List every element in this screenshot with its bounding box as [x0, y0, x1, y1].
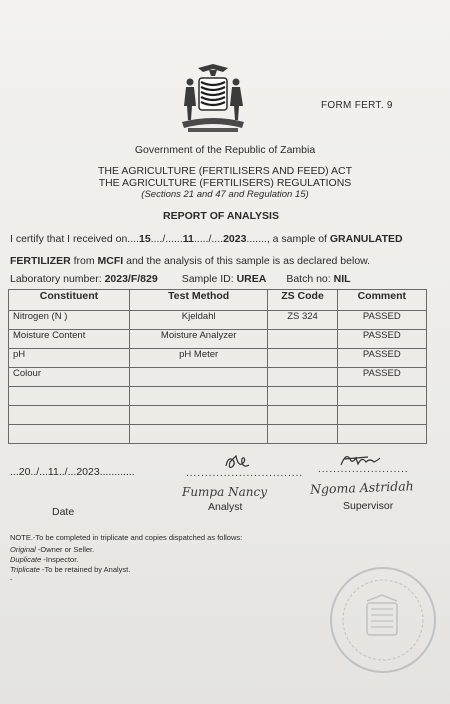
constituent-cell	[9, 406, 130, 425]
zs-code-cell	[268, 349, 337, 368]
triplicate-label: Triplicate	[10, 565, 40, 574]
table-row	[9, 425, 427, 444]
comment-cell: PASSED	[337, 330, 426, 349]
lab-number-label: Laboratory number:	[10, 273, 105, 285]
analyst-signature-line: ...............................	[186, 468, 304, 479]
zs-code-cell	[268, 406, 337, 425]
analyst-label: Analyst	[208, 501, 243, 513]
header-comment: Comment	[337, 290, 426, 311]
act-title: THE AGRICULTURE (FERTILISERS AND FEED) ACT	[98, 165, 352, 177]
zs-code-cell: ZS 324	[268, 311, 337, 330]
cert-from: from	[70, 255, 98, 267]
constituent-cell: pH	[9, 349, 130, 368]
note-heading: NOTE.-To be completed in triplicate and copies dispatched as follows:	[10, 533, 243, 542]
zs-code-cell	[268, 425, 337, 444]
table-row	[9, 349, 427, 368]
table-row	[9, 311, 427, 330]
supplier-name: MCFI	[97, 255, 124, 267]
table-row	[9, 406, 427, 425]
comment-cell: PASSED	[337, 349, 426, 368]
note-dash: -	[10, 575, 13, 584]
test-method-cell	[129, 387, 268, 406]
lab-number: 2023/F/829	[104, 273, 158, 285]
product-name-1: GRANULATED	[329, 233, 403, 245]
duplicate-label: Duplicate	[10, 555, 42, 564]
zs-code-cell	[268, 368, 337, 387]
test-method-cell	[129, 406, 268, 425]
constituent-cell: Nitrogen (N )	[9, 311, 130, 330]
certificate-line-1	[10, 233, 403, 245]
comment-cell	[337, 425, 426, 444]
coat-of-arms-icon	[176, 62, 250, 134]
batch-no: NIL	[333, 273, 351, 285]
original-label: Original	[10, 545, 36, 554]
zs-code-cell	[268, 330, 337, 349]
comment-cell	[337, 406, 426, 425]
triplicate-text: -To be retained by Analyst.	[39, 565, 131, 574]
note-triplicate	[10, 565, 130, 574]
original-text: -Owner or Seller.	[35, 545, 95, 554]
report-title: REPORT OF ANALYSIS	[163, 210, 279, 222]
constituent-cell: Colour	[9, 368, 130, 387]
test-method-cell	[129, 368, 268, 387]
sample-id: UREA	[236, 273, 267, 285]
cert-sep: ..../......	[150, 233, 183, 245]
note-original	[10, 545, 94, 554]
analyst-signature-icon	[222, 452, 252, 472]
zs-code-cell	[268, 387, 337, 406]
duplicate-text: -Inspector.	[41, 555, 79, 564]
cert-sep: ...../....	[193, 233, 224, 245]
sample-id-label: Sample ID:	[181, 273, 237, 285]
header-constituent: Constituent	[9, 290, 130, 311]
constituent-cell	[9, 425, 130, 444]
cert-tail: and the analysis of this sample is as declared below.	[123, 255, 371, 267]
supervisor-label: Supervisor	[343, 500, 394, 512]
certificate-line-2	[10, 255, 370, 267]
table-row	[9, 387, 427, 406]
comment-cell	[337, 387, 426, 406]
official-stamp-icon	[327, 565, 439, 675]
form-code: FORM FERT. 9	[321, 100, 393, 111]
received-day: 15	[138, 233, 151, 245]
table-row	[9, 330, 427, 349]
signed-date: ...20../...11../...2023............	[10, 466, 135, 478]
date-label: Date	[52, 506, 75, 518]
test-method-cell: pH Meter	[129, 349, 268, 368]
regulations-title: THE AGRICULTURE (FERTILISERS) REGULATIONS	[98, 177, 352, 189]
constituent-cell: Moisture Content	[9, 330, 130, 349]
comment-cell: PASSED	[337, 311, 426, 330]
received-month: 11	[182, 233, 194, 245]
test-method-cell: Kjeldahl	[129, 311, 268, 330]
analysis-table	[8, 289, 427, 444]
government-heading: Government of the Republic of Zambia	[134, 144, 316, 156]
cert-mid: ......., a sample of	[246, 233, 330, 245]
header-zs-code: ZS Code	[268, 290, 337, 311]
test-method-cell: Moisture Analyzer	[129, 330, 268, 349]
note-duplicate	[10, 555, 78, 564]
lab-info-line	[10, 273, 351, 285]
supervisor-signature-line: ........................	[318, 464, 409, 475]
sections-reference: (Sections 21 and 47 and Regulation 15)	[141, 189, 309, 200]
supervisor-signature-icon	[338, 450, 382, 470]
product-name-2: FERTILIZER	[10, 255, 71, 267]
header-test-method: Test Method	[129, 290, 268, 311]
comment-cell: PASSED	[337, 368, 426, 387]
analyst-name: Fumpa Nancy	[182, 485, 267, 499]
table-header-row	[9, 290, 427, 311]
received-year: 2023	[223, 233, 247, 245]
table-row	[9, 368, 427, 387]
constituent-cell	[9, 387, 130, 406]
supervisor-name: Ngoma Astridah	[309, 478, 414, 497]
test-method-cell	[129, 425, 268, 444]
batch-label: Batch no:	[286, 273, 334, 285]
cert-prefix: I certify that I received on....	[10, 233, 139, 245]
